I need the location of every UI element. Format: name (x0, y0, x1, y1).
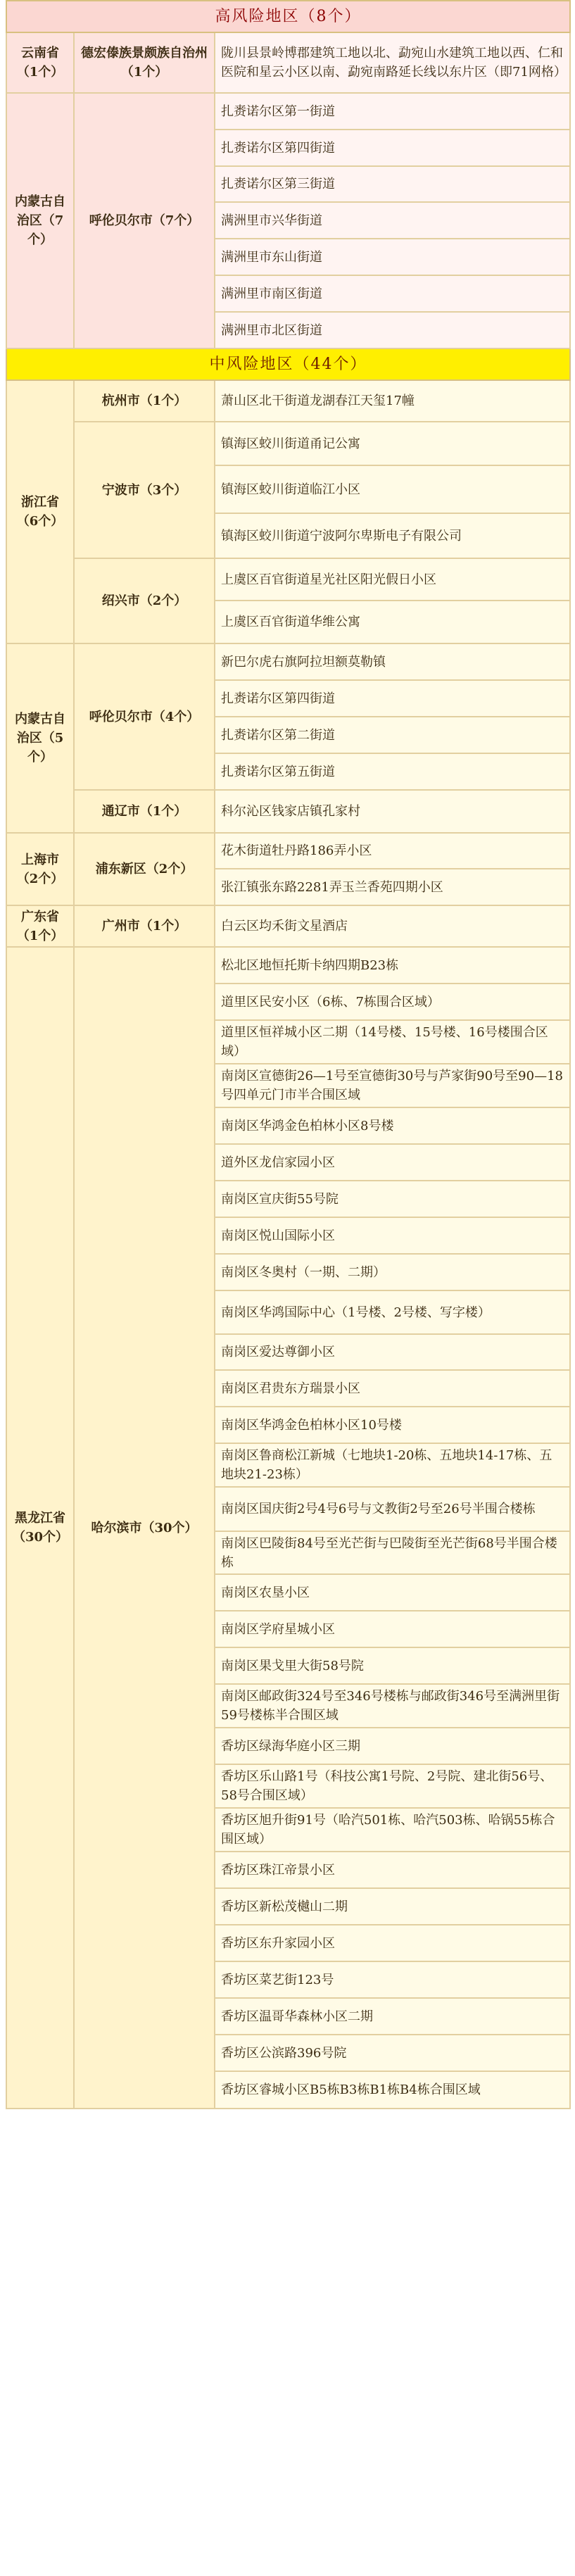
high-risk-section-title: 高风险地区（8个） (6, 1, 570, 32)
place-cell: 镇海区蛟川街道宁波阿尔卑斯电子有限公司 (215, 513, 570, 558)
area-row (6, 643, 570, 680)
city-cell (74, 643, 215, 790)
place-cell: 南岗区华鸿国际中心（1号楼、2号楼、写字楼） (215, 1290, 570, 1334)
province-count: （6个） (16, 514, 64, 529)
place-cell: 南岗区宣庆街55号院 (215, 1181, 570, 1217)
place-cell: 南岗区果戈里大街58号院 (215, 1647, 570, 1684)
place-cell: 南岗区宣德街26—1号至宣德街30号与芦家街90号至90—18号四单元门市半合围区域 (215, 1064, 570, 1107)
place-cell: 南岗区君贵东方瑞景小区 (215, 1370, 570, 1407)
province-name: 广东省 (21, 909, 59, 924)
place-cell: 南岗区冬奥村（一期、二期） (215, 1254, 570, 1290)
place-cell: 扎赉诺尔区第四街道 (215, 130, 570, 166)
city-name: 德宏傣族景颇族自治州 (81, 46, 208, 61)
section-header-row (6, 1, 570, 32)
province-cell (6, 643, 74, 833)
place-cell: 香坊区菜艺街123号 (215, 1961, 570, 1998)
place-cell: 南岗区悦山国际小区 (215, 1217, 570, 1254)
place-cell: 满洲里市南区街道 (215, 275, 570, 312)
place-cell: 萧山区北干街道龙湖春江天玺17幢 (215, 380, 570, 422)
province-count: （1个） (16, 65, 64, 80)
city-count: （1个） (139, 804, 187, 819)
place-cell: 新巴尔虎右旗阿拉坦额莫勒镇 (215, 643, 570, 680)
place-cell: 道外区龙信家园小区 (215, 1144, 570, 1181)
city-count: （2个） (139, 593, 187, 608)
city-count: （7个） (152, 213, 200, 228)
place-cell: 扎赉诺尔区第五街道 (215, 753, 570, 790)
place-cell: 香坊区旭升街91号（哈汽501栋、哈汽503栋、哈锅55栋合围区域） (215, 1808, 570, 1852)
province-cell (6, 380, 74, 643)
place-cell: 张江镇张东路2281弄玉兰香苑四期小区 (215, 869, 570, 905)
medium-risk-section-title: 中风险地区（44个） (6, 348, 570, 380)
place-cell: 科尔沁区钱家店镇孔家村 (215, 790, 570, 833)
city-count: （4个） (152, 709, 200, 724)
city-count: （2个） (146, 862, 194, 877)
province-count: （7个） (27, 213, 64, 247)
city-cell (74, 380, 215, 422)
city-count: （1个） (139, 394, 187, 408)
place-cell: 南岗区学府星城小区 (215, 1611, 570, 1647)
place-cell: 镇海区蛟川街道临江小区 (215, 465, 570, 513)
risk-area-table (6, 0, 571, 2109)
place-cell: 南岗区巴陵街84号至光芒街与巴陵街至光芒街68号半围合楼栋 (215, 1531, 570, 1574)
place-cell: 香坊区珠江帝景小区 (215, 1852, 570, 1888)
area-row (6, 93, 570, 130)
province-name: 浙江省 (21, 495, 59, 510)
province-cell (6, 93, 74, 348)
province-count: （1个） (16, 928, 64, 943)
province-name: 上海市 (21, 852, 59, 867)
place-cell: 香坊区睿城小区B5栋B3栋B1栋B4栋合围区域 (215, 2071, 570, 2109)
city-name: 呼伦贝尔市 (89, 709, 153, 724)
place-cell: 松北区地恒托斯卡纳四期B23栋 (215, 947, 570, 984)
place-cell: 上虞区百官街道华维公寓 (215, 601, 570, 643)
place-cell: 南岗区华鸿金色柏林小区8号楼 (215, 1107, 570, 1144)
place-cell: 南岗区爱达尊御小区 (215, 1334, 570, 1370)
city-cell (74, 93, 215, 348)
place-cell: 扎赉诺尔区第一街道 (215, 93, 570, 130)
city-count: （3个） (139, 482, 187, 498)
place-cell: 扎赉诺尔区第二街道 (215, 717, 570, 753)
province-name: 黑龙江省 (15, 1511, 65, 1526)
city-name: 宁波市 (101, 482, 140, 498)
province-name: 内蒙古自治区 (15, 194, 65, 228)
place-cell: 道里区民安小区（6栋、7栋围合区域） (215, 984, 570, 1020)
place-cell: 香坊区温哥华森林小区二期 (215, 1998, 570, 2035)
area-row (6, 905, 570, 947)
place-cell: 满洲里市北区街道 (215, 312, 570, 348)
place-cell: 镇海区蛟川街道甬记公寓 (215, 422, 570, 465)
province-name: 内蒙古自治区 (15, 712, 65, 746)
province-count: （5个） (27, 731, 64, 765)
area-row (6, 790, 570, 833)
place-cell: 花木街道牡丹路186弄小区 (215, 833, 570, 869)
city-count: （1个） (120, 65, 168, 80)
place-cell: 南岗区农垦小区 (215, 1574, 570, 1611)
city-name: 浦东新区 (95, 862, 146, 877)
place-cell: 南岗区国庆街2号4号6号与文教街2号至26号半围合楼栋 (215, 1487, 570, 1531)
area-row (6, 32, 570, 93)
province-cell (6, 833, 74, 905)
place-cell: 扎赉诺尔区第四街道 (215, 680, 570, 717)
city-name: 广州市 (101, 919, 140, 934)
area-row (6, 833, 570, 869)
city-name: 哈尔滨市 (91, 1520, 142, 1535)
place-cell: 上虞区百官街道星光社区阳光假日小区 (215, 558, 570, 601)
city-name: 呼伦贝尔市 (89, 213, 153, 228)
place-cell: 陇川县景岭博郡建筑工地以北、勐宛山水建筑工地以西、仁和医院和星云小区以南、勐宛南路延长线以东片区（即71网格） (215, 32, 570, 93)
area-row (6, 947, 570, 984)
province-cell (6, 32, 74, 93)
place-cell: 道里区恒祥城小区二期（14号楼、15号楼、16号楼围合区域） (215, 1020, 570, 1064)
province-name: 云南省 (21, 46, 59, 61)
place-cell: 香坊区东升家园小区 (215, 1925, 570, 1961)
city-cell (74, 905, 215, 947)
place-cell: 满洲里市东山街道 (215, 239, 570, 275)
place-cell: 南岗区邮政街324号至346号楼栋与邮政街346号至满洲里街59号楼栋半合围区域 (215, 1684, 570, 1728)
city-name: 绍兴市 (101, 593, 140, 608)
area-row (6, 380, 570, 422)
place-cell: 香坊区公滨路396号院 (215, 2035, 570, 2071)
section-header-row (6, 348, 570, 380)
province-count: （2个） (16, 871, 64, 886)
place-cell: 香坊区乐山路1号（科技公寓1号院、2号院、建北街56号、58号合围区域） (215, 1764, 570, 1808)
province-count: （30个） (13, 1530, 69, 1545)
place-cell: 香坊区新松茂樾山二期 (215, 1888, 570, 1925)
city-count: （30个） (141, 1520, 198, 1535)
area-row (6, 422, 570, 465)
city-cell (74, 833, 215, 905)
place-cell: 扎赉诺尔区第三街道 (215, 166, 570, 202)
city-name: 通辽市 (101, 804, 140, 819)
place-cell: 南岗区鲁商松江新城（七地块1-20栋、五地块14-17栋、五地块21-23栋） (215, 1443, 570, 1487)
city-count: （1个） (139, 919, 187, 934)
city-name: 杭州市 (101, 394, 140, 408)
city-cell (74, 32, 215, 93)
city-cell (74, 790, 215, 833)
province-cell (6, 947, 74, 2109)
place-cell: 香坊区绿海华庭小区三期 (215, 1728, 570, 1764)
province-cell (6, 905, 74, 947)
place-cell: 白云区均禾街文星酒店 (215, 905, 570, 947)
city-cell (74, 558, 215, 643)
area-row (6, 558, 570, 601)
city-cell (74, 422, 215, 558)
city-cell (74, 947, 215, 2109)
place-cell: 南岗区华鸿金色柏林小区10号楼 (215, 1407, 570, 1443)
place-cell: 满洲里市兴华街道 (215, 202, 570, 239)
